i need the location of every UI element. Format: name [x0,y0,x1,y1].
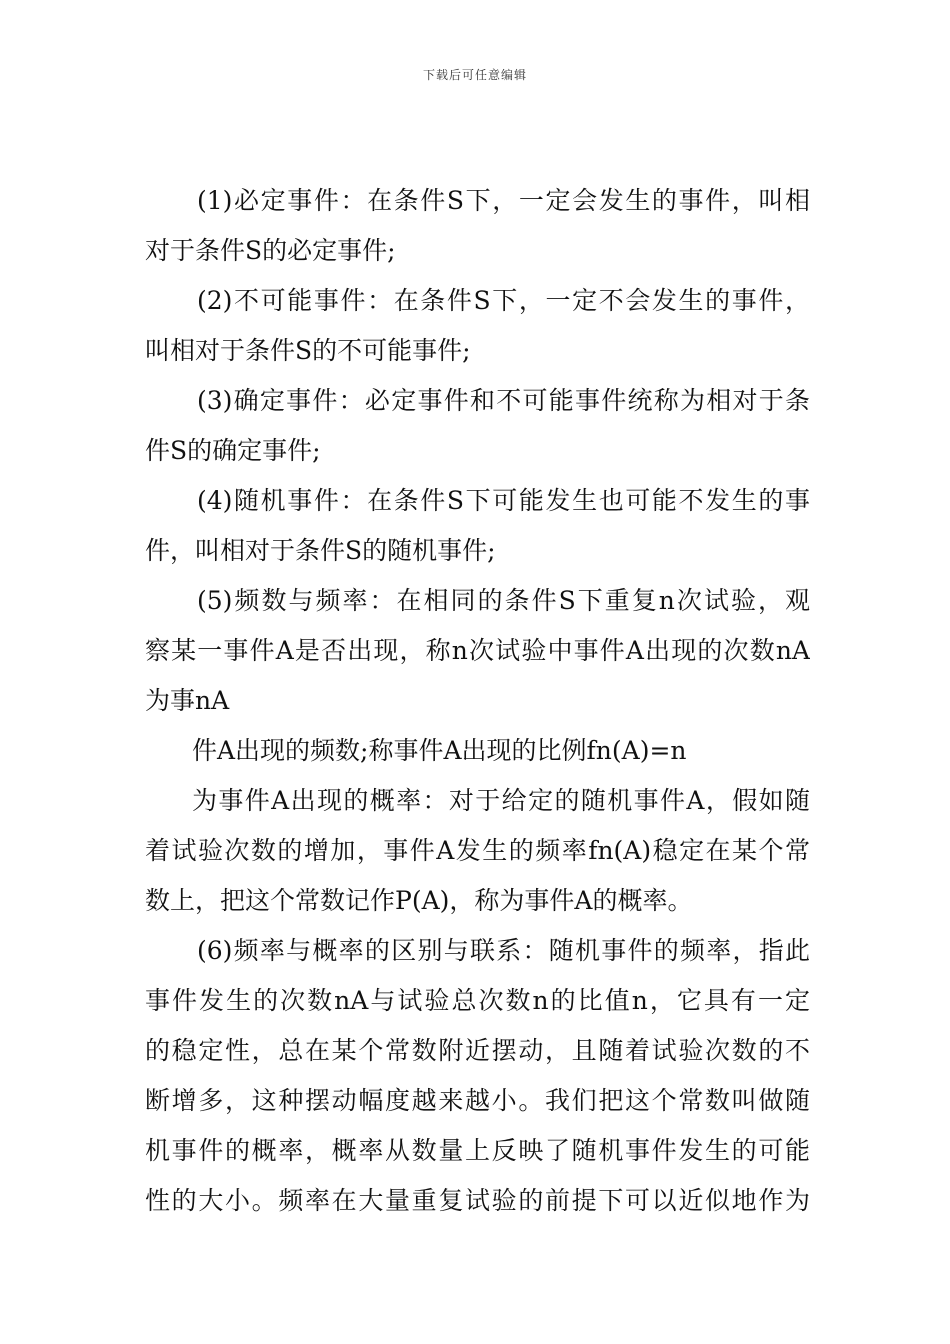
paragraph-7-line-1: 为事件A出现的概率：对于给定的随机事件A，假如随 [192,786,810,815]
paragraph-7-line-2: 着试验次数的增加，事件A发生的频率fn(A)稳定在某个常 [145,836,810,865]
paragraph-2-line-1: (2)不可能事件：在条件S下，一定不会发生的事件， [197,286,810,315]
paragraph-1-line-1: (1)必定事件：在条件S下，一定会发生的事件，叫相 [197,186,810,215]
paragraph-8-line-6: 性的大小。频率在大量重复试验的前提下可以近似地作为 [145,1186,810,1215]
paragraph-2-line-2: 叫相对于条件S的不可能事件; [145,336,471,365]
paragraph-7-line-3: 数上，把这个常数记作P(A)，称为事件A的概率。 [145,886,693,915]
paragraph-1-line-2: 对于条件S的必定事件; [145,236,396,265]
page-header: 下载后可任意编辑 [422,68,527,82]
paragraph-5-line-1: (5)频数与频率：在相同的条件S下重复n次试验，观 [197,586,810,615]
paragraph-8-line-3: 的稳定性，总在某个常数附近摆动，且随着试验次数的不 [145,1036,810,1065]
paragraph-5-line-3: 为事nA [145,686,230,715]
paragraph-8-line-1: (6)频率与概率的区别与联系：随机事件的频率，指此 [197,936,810,965]
paragraph-3-line-1: (3)确定事件：必定事件和不可能事件统称为相对于条 [197,386,810,415]
paragraph-3-line-2: 件S的确定事件; [145,436,321,465]
paragraph-4-line-1: (4)随机事件：在条件S下可能发生也可能不发生的事 [197,486,810,515]
paragraph-8-line-5: 机事件的概率，概率从数量上反映了随机事件发生的可能 [145,1136,810,1165]
paragraph-8-line-4: 断增多，这种摆动幅度越来越小。我们把这个常数叫做随 [145,1086,810,1115]
paragraph-5-line-2: 察某一事件A是否出现，称n次试验中事件A出现的次数nA [145,636,810,665]
paragraph-4-line-2: 件，叫相对于条件S的随机事件; [145,536,496,565]
paragraph-6-line-1: 件A出现的频数;称事件A出现的比例fn(A)=n [192,736,687,765]
document-body [145,176,810,1226]
paragraph-8-line-2: 事件发生的次数nA与试验总次数n的比值n，它具有一定 [145,986,810,1015]
